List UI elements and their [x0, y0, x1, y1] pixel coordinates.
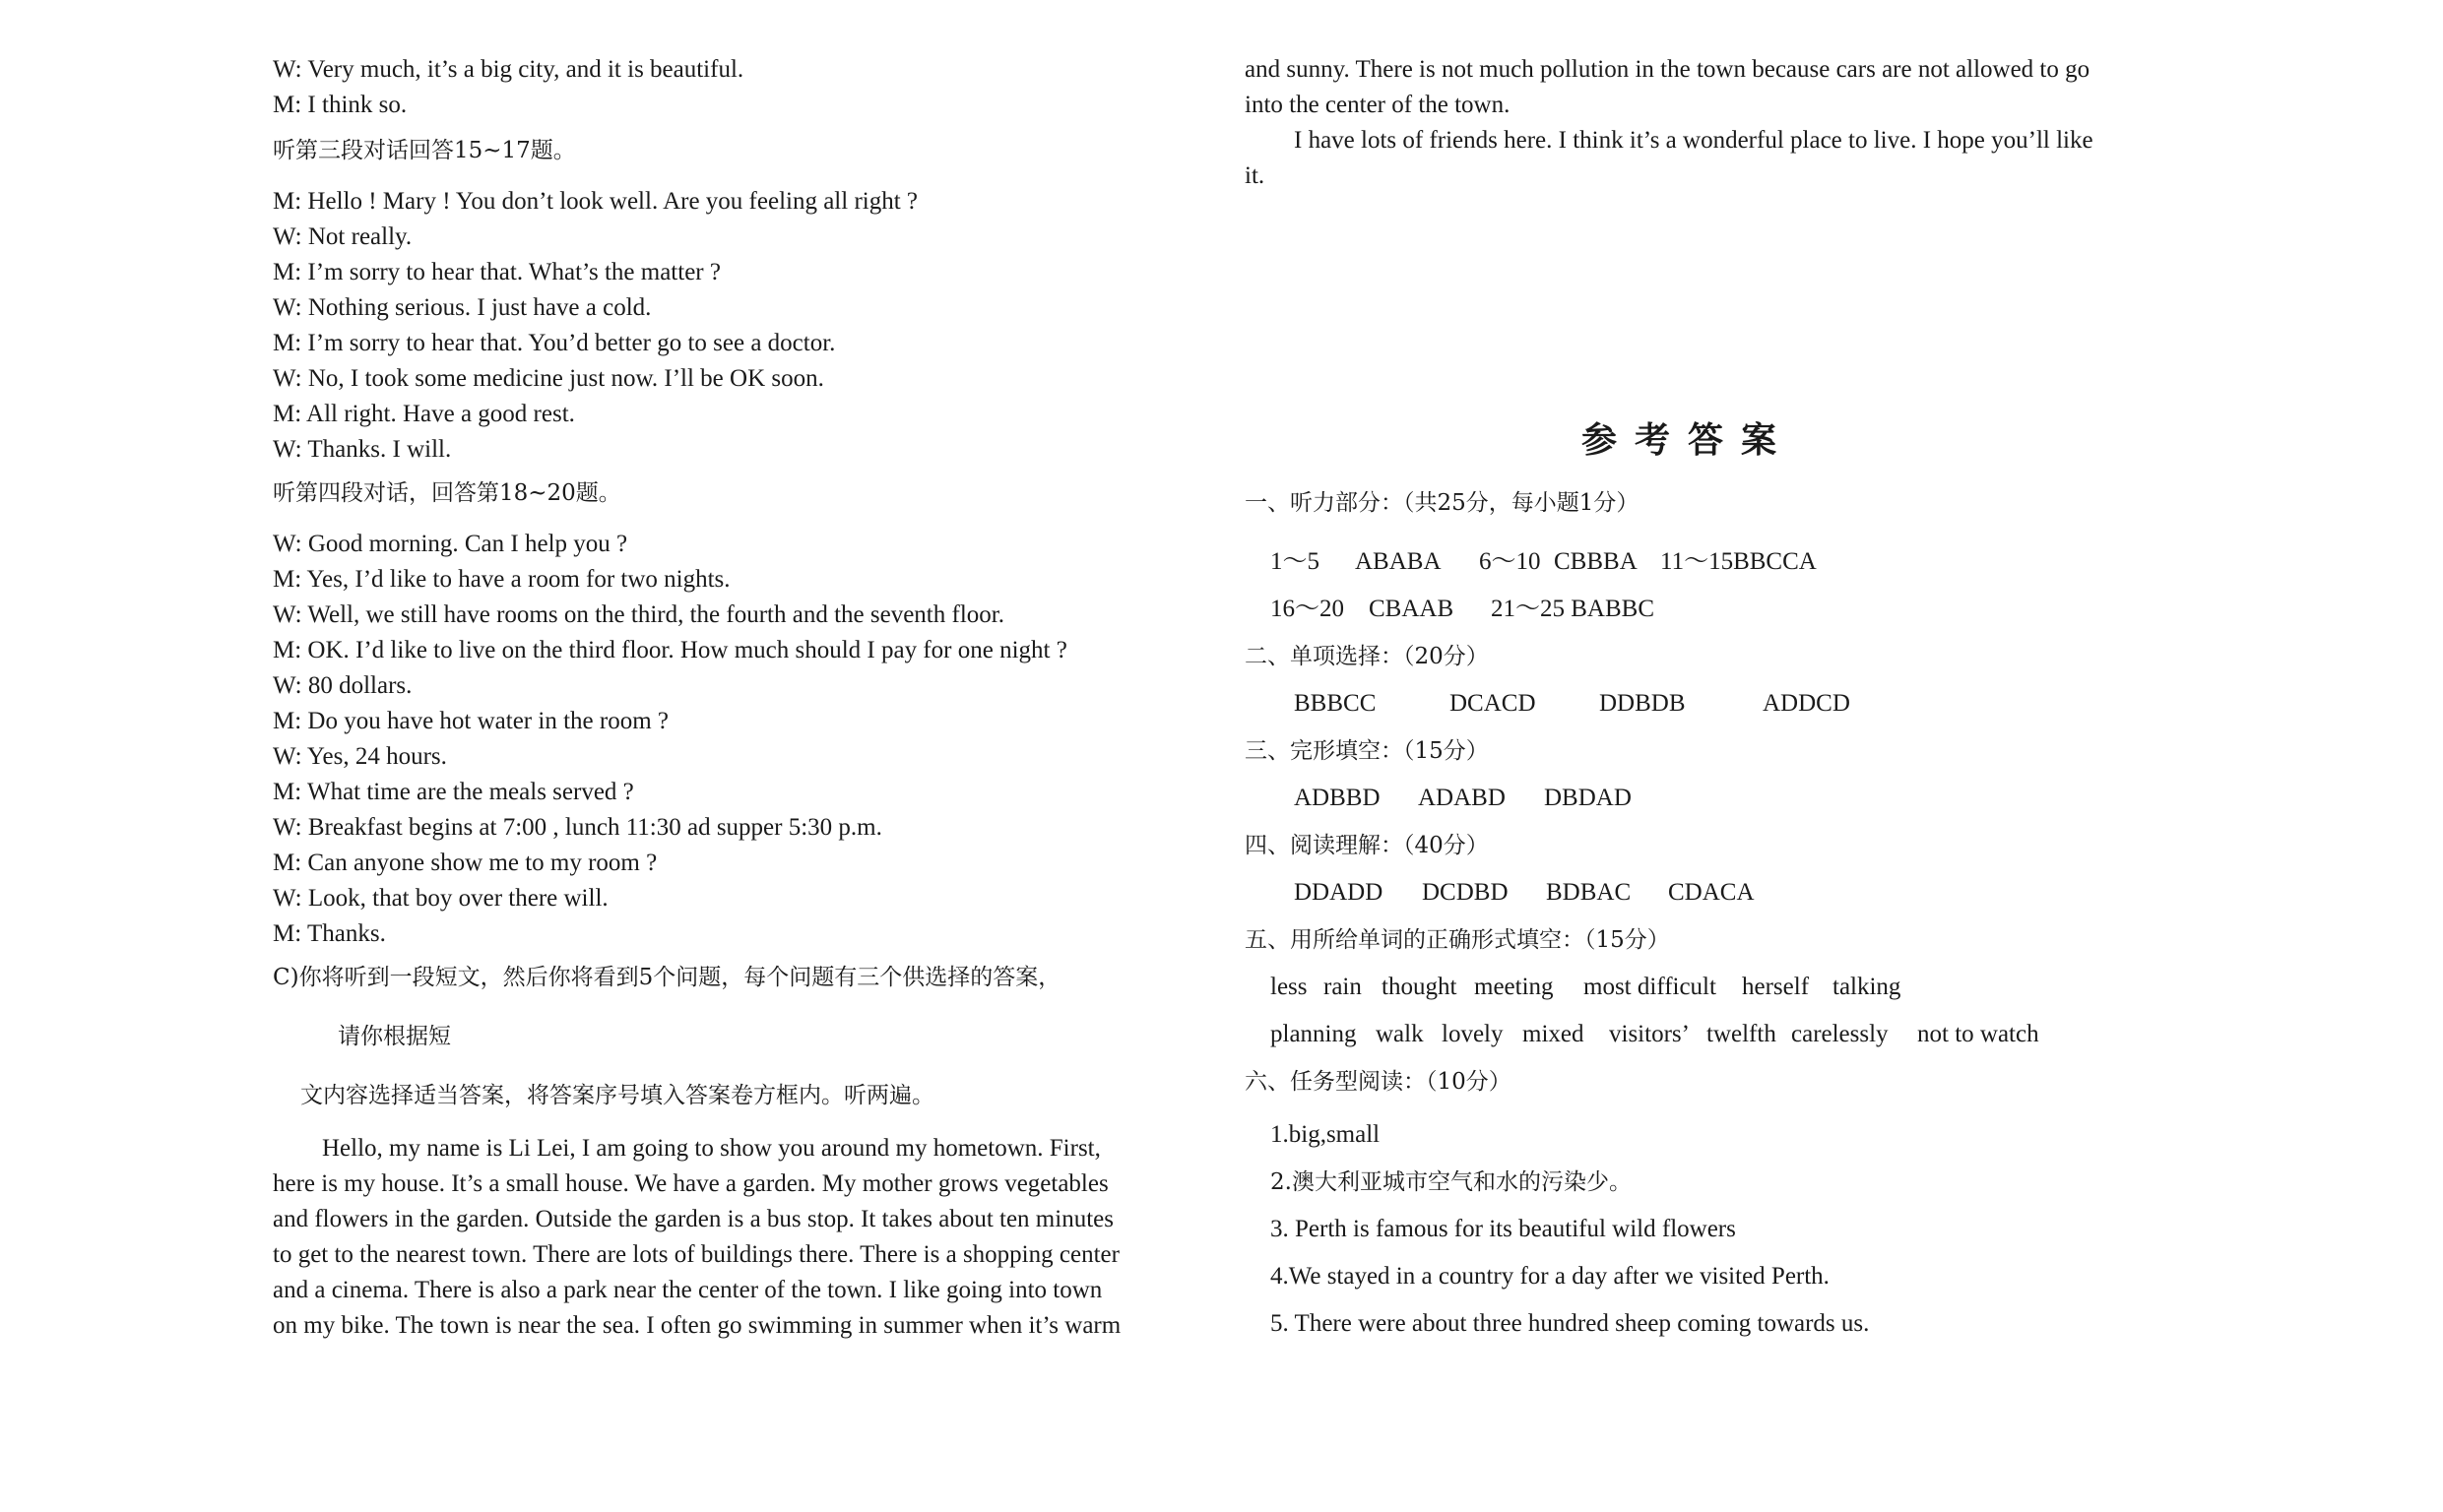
listening-answers-row-2 [1270, 595, 1654, 624]
answer-section-heading: 三、完形填空：（15分） [1245, 738, 1489, 764]
dialogue-line: M: Yes, I’d like to have a room for two nights. [273, 566, 731, 593]
dialogue-line: W: 80 dollars. [273, 672, 413, 699]
section-instruction: 请你根据短 [338, 1024, 451, 1049]
dialogue-line: M: Thanks. [273, 920, 386, 947]
answer-key-title: 参考答案 [1580, 420, 1794, 461]
dialogue-line: W: Yes, 24 hours. [273, 743, 447, 770]
answer-word: walk [1376, 1021, 1424, 1047]
answer-word: twelfth [1706, 1021, 1776, 1047]
answer-value: DDADD [1294, 879, 1383, 906]
dialogue-line: W: Well, we still have rooms on the third, the fourth and the seventh floor. [273, 601, 1004, 628]
passage-line: it. [1245, 162, 1265, 189]
section-instruction: 听第四段对话，回答第18~20题。 [273, 480, 621, 506]
answer-value: ADDCD [1763, 690, 1850, 717]
passage-line: and a cinema. There is also a park near the center of the town. I like going into town [273, 1277, 1103, 1303]
answer-range: 1～5 [1270, 548, 1320, 575]
answer-section-heading: 一、听力部分：（共25分，每小题1分） [1245, 490, 1639, 516]
answer-word: not to watch [1917, 1021, 2039, 1047]
passage-line: on my bike. The town is near the sea. I often go swimming in summer when it’s warm [273, 1312, 1122, 1339]
answer-value: DBDAD [1544, 785, 1632, 811]
dialogue-line: M: I’m sorry to hear that. You’d better go to see a doctor. [273, 330, 836, 356]
passage-line: Hello, my name is Li Lei, I am going to show you around my hometown. First, [322, 1135, 1101, 1162]
answer-value: CBBBA [1554, 548, 1638, 575]
dialogue-line: W: Nothing serious. I just have a cold. [273, 294, 652, 321]
answer-word: talking [1832, 974, 1901, 1000]
answer-word: herself [1742, 974, 1810, 1000]
section-instruction: C)你将听到一段短文，然后你将看到5个问题，每个问题有三个供选择的答案， [273, 965, 1061, 990]
answer-value: DDBDB [1599, 690, 1686, 717]
task-answer: 2.澳大利亚城市空气和水的污染少。 [1270, 1169, 1632, 1195]
task-answer: 1.big,small [1270, 1121, 1381, 1148]
dialogue-line: W: Thanks. I will. [273, 436, 452, 463]
single-choice-answers [1294, 689, 1850, 719]
dialogue-line: M: I think so. [273, 92, 408, 118]
answer-value: ADBBD [1294, 785, 1381, 811]
dialogue-line: M: What time are the meals served ? [273, 779, 634, 805]
section-instruction: 文内容选择适当答案，将答案序号填入答案卷方框内。听两遍。 [300, 1083, 934, 1108]
task-answer: 3. Perth is famous for its beautiful wild flowers [1270, 1216, 1736, 1242]
answer-value: CBAAB [1369, 596, 1454, 622]
answer-word: lovely [1442, 1021, 1504, 1047]
passage-line: into the center of the town. [1245, 92, 1511, 118]
cloze-answers [1294, 784, 1632, 813]
answer-value: CDACA [1668, 879, 1755, 906]
answer-section-heading: 五、用所给单词的正确形式填空：（15分） [1245, 927, 1670, 953]
answer-value: BDBAC [1546, 879, 1632, 906]
dialogue-line: M: I’m sorry to hear that. What’s the matter ? [273, 259, 721, 285]
answer-word: visitors’ [1609, 1021, 1690, 1047]
answer-value: 11～15BBCCA [1660, 548, 1817, 575]
dialogue-line: W: Look, that boy over there will. [273, 885, 609, 912]
dialogue-line: W: No, I took some medicine just now. I’ll be OK soon. [273, 365, 824, 392]
answer-word: most difficult [1583, 974, 1716, 1000]
answer-word: thought [1382, 974, 1457, 1000]
answer-word: less [1270, 974, 1308, 1000]
answer-value: DCDBD [1422, 879, 1509, 906]
answer-word: carelessly [1791, 1021, 1889, 1047]
answer-value: 21～25 BABBC [1491, 596, 1655, 622]
answer-section-heading: 四、阅读理解：（40分） [1245, 833, 1489, 858]
passage-line: I have lots of friends here. I think it’s a wonderful place to live. I hope you’ll like [1294, 127, 2093, 154]
dialogue-line: W: Very much, it’s a big city, and it is beautiful. [273, 56, 744, 83]
section-instruction: 听第三段对话回答15~17题。 [273, 138, 576, 163]
listening-answers-row-1 [1270, 547, 1817, 577]
answer-range: 16～20 [1270, 596, 1345, 622]
passage-line: to get to the nearest town. There are lots of buildings there. There is a shopping center [273, 1241, 1120, 1268]
task-answer: 4.We stayed in a country for a day after we visited Perth. [1270, 1263, 1830, 1290]
dialogue-line: M: OK. I’d like to live on the third floor. How much should I pay for one night ? [273, 637, 1067, 663]
dialogue-line: M: Can anyone show me to my room ? [273, 850, 658, 876]
dialogue-line: M: Do you have hot water in the room ? [273, 708, 669, 734]
dialogue-line: W: Good morning. Can I help you ? [273, 531, 628, 557]
word-form-answers-row-2 [1270, 1020, 2039, 1049]
answer-range: 6～10 [1479, 548, 1541, 575]
word-form-answers-row-1 [1270, 973, 1900, 1002]
answer-word: meeting [1474, 974, 1554, 1000]
passage-line: and sunny. There is not much pollution in the town because cars are not allowed to go [1245, 56, 2090, 83]
passage-line: and flowers in the garden. Outside the garden is a bus stop. It takes about ten minutes [273, 1206, 1114, 1232]
dialogue-line: W: Breakfast begins at 7:00 , lunch 11:30 ad supper 5:30 p.m. [273, 814, 882, 841]
reading-answers [1294, 878, 1755, 908]
dialogue-line: W: Not really. [273, 223, 413, 250]
task-answer: 5. There were about three hundred sheep coming towards us. [1270, 1310, 1870, 1337]
answer-value: DCACD [1449, 690, 1536, 717]
answer-value: ABABA [1355, 548, 1442, 575]
answer-value: BBBCC [1294, 690, 1377, 717]
passage-line: here is my house. It’s a small house. We have a garden. My mother grows vegetables [273, 1170, 1109, 1197]
dialogue-line: M: All right. Have a good rest. [273, 401, 575, 427]
answer-word: planning [1270, 1021, 1357, 1047]
answer-section-heading: 二、单项选择：（20分） [1245, 644, 1489, 669]
answer-word: mixed [1522, 1021, 1584, 1047]
answer-value: ADABD [1418, 785, 1506, 811]
dialogue-line: M: Hello ! Mary ! You don’t look well. Are you feeling all right ? [273, 188, 919, 215]
answer-word: rain [1323, 974, 1362, 1000]
answer-section-heading: 六、任务型阅读：（10分） [1245, 1069, 1511, 1095]
